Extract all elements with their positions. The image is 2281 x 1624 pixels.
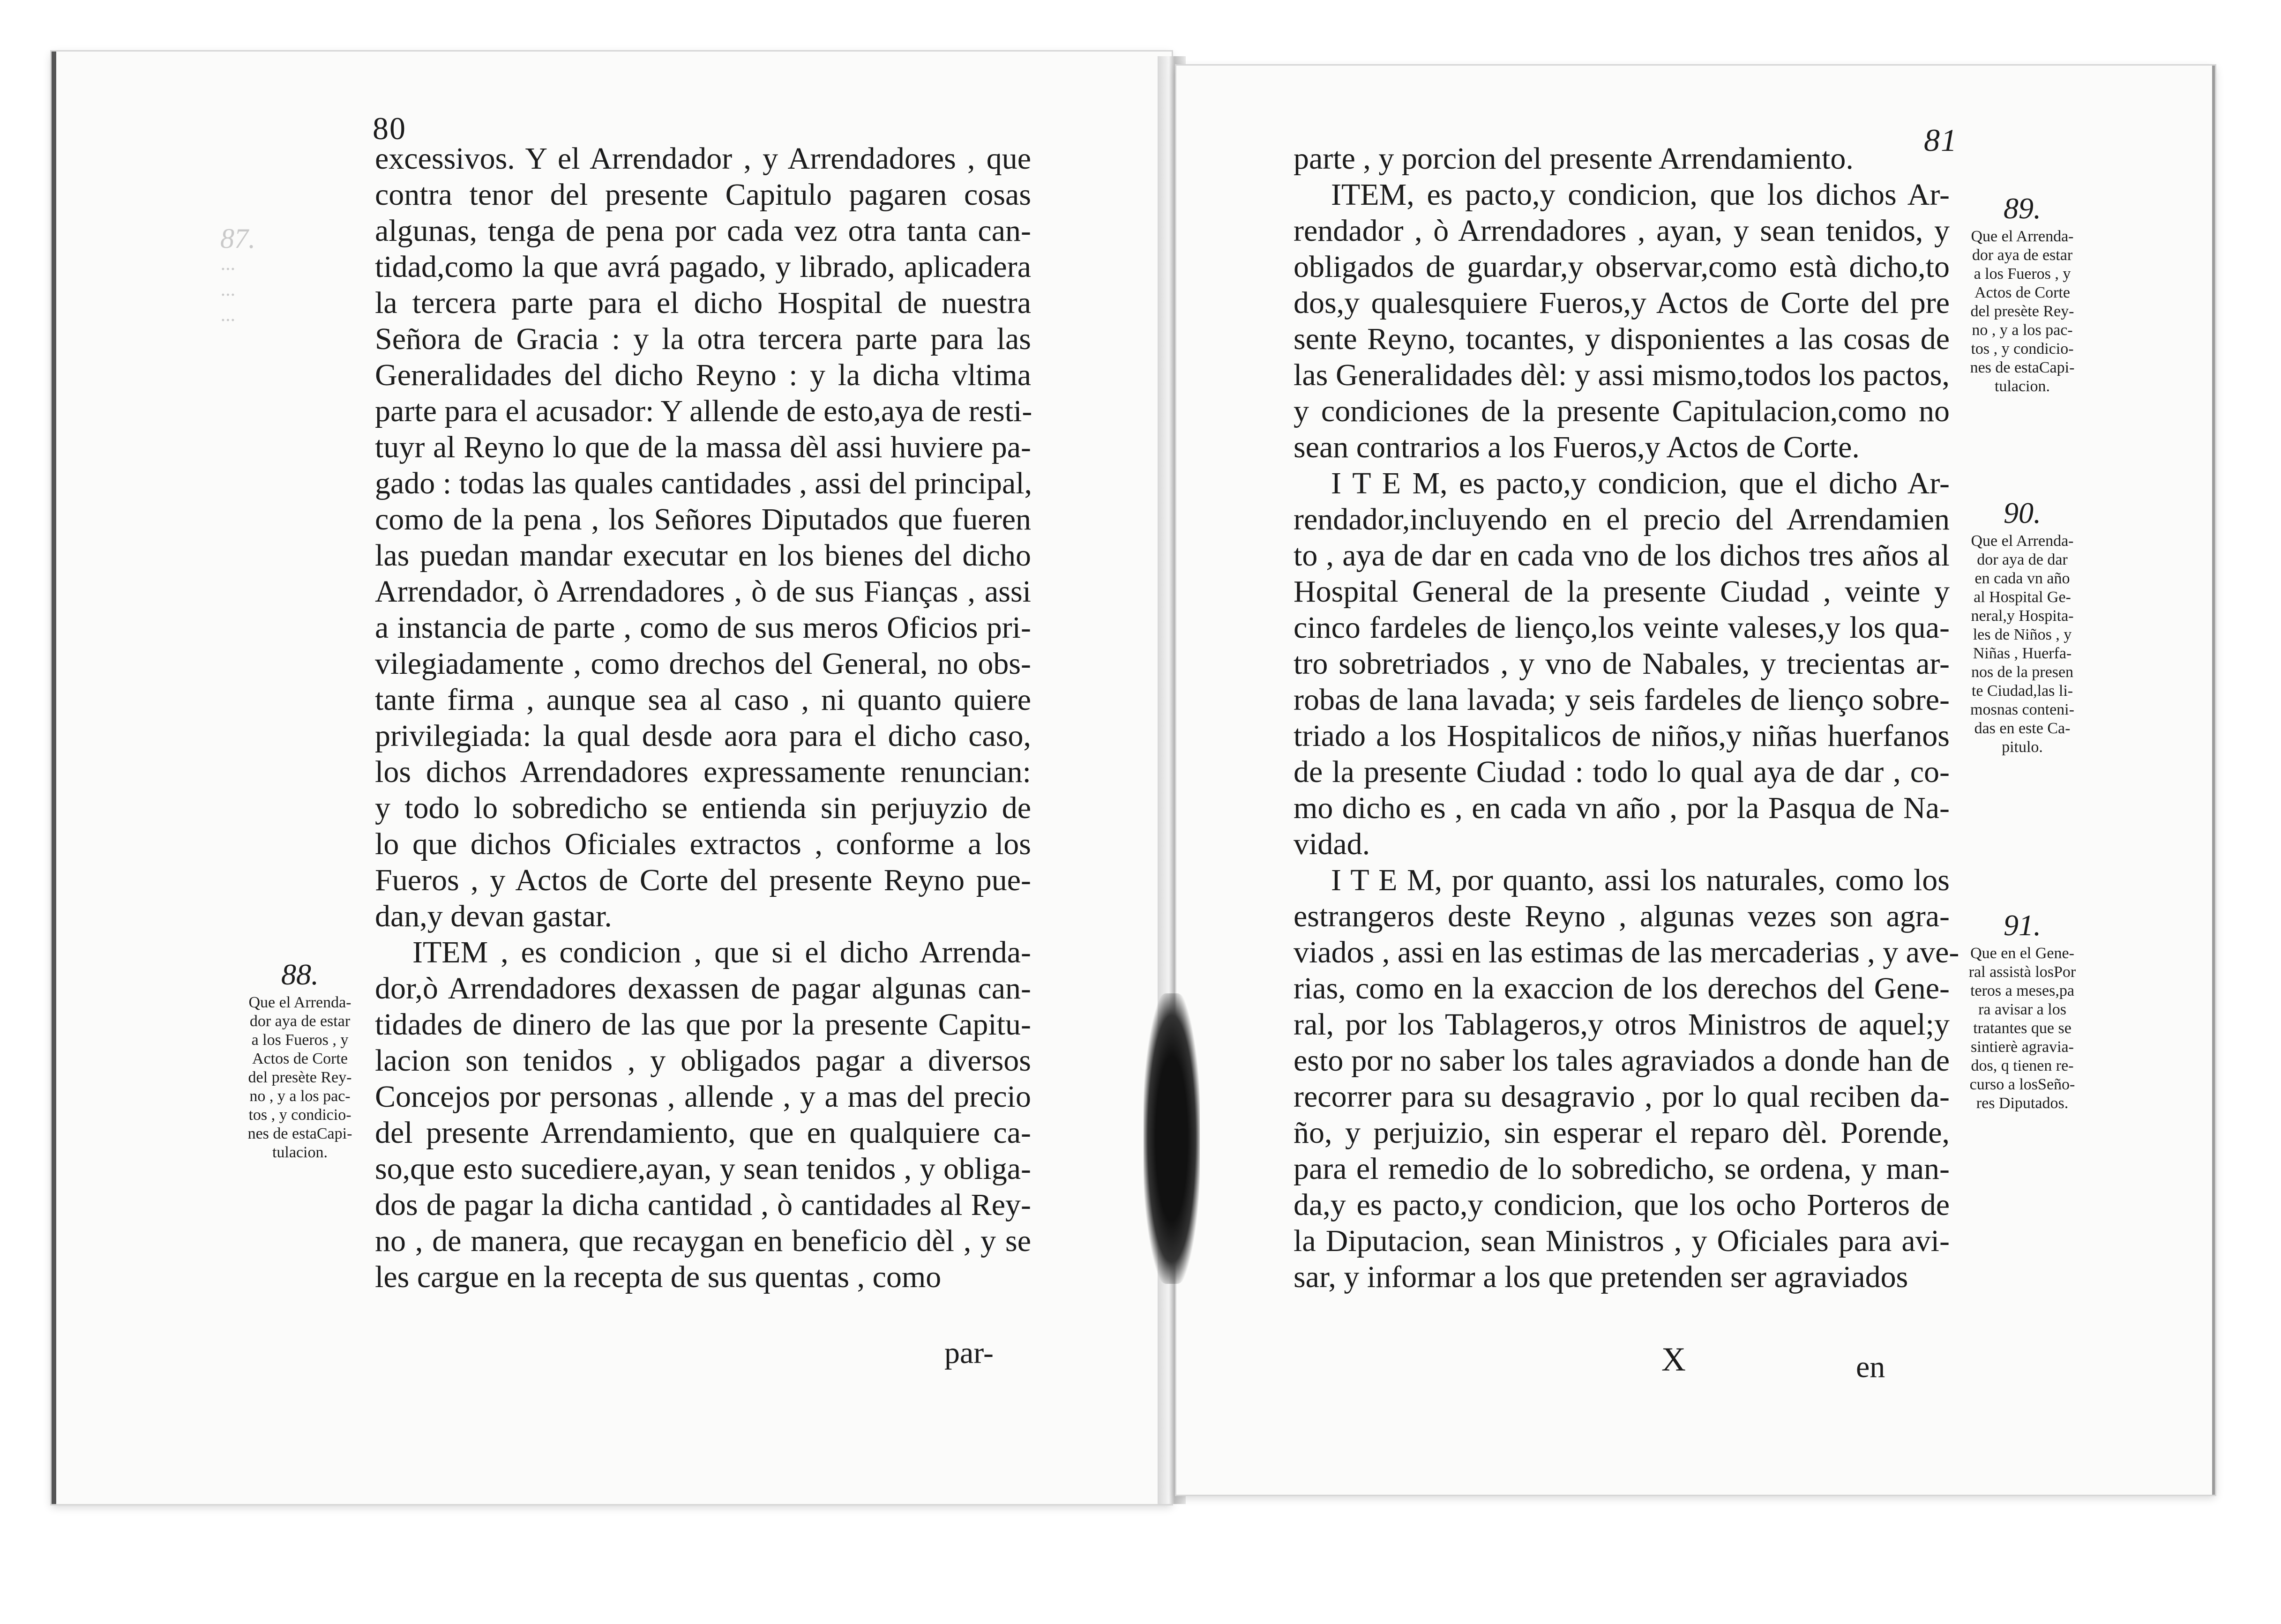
text-line: les cargue en la recepta de sus quentas , como bbox=[375, 1260, 942, 1294]
text-line: vilegiadamente , como drechos del General, no obs- bbox=[375, 647, 1031, 681]
text-line: las puedan mandar executar en los bienes del dicho bbox=[375, 538, 1031, 573]
text-line: Arrendador, ò Arrendadores , ò de sus Fianças , assi bbox=[375, 574, 1031, 609]
text-line: parte para el acusador: Y allende de esto,aya de resti- bbox=[375, 394, 1032, 428]
text-line: las Generalidades dèl: y assi mismo,todos los pactos, bbox=[1294, 358, 1950, 392]
side-note-line: Niñas , Huerfa- bbox=[1973, 645, 2072, 662]
side-note-line: res Diputados. bbox=[1976, 1095, 2069, 1112]
text-line: rendador , ò Arrendadores , ayan, y sean tenidos, y bbox=[1294, 214, 1950, 248]
text-line: lo que dichos Oficiales extractos , conforme a los bbox=[375, 827, 1031, 861]
text-line: ITEM, es pacto,y condicion, que los dichos Ar- bbox=[1331, 178, 1950, 212]
text-line: vidad. bbox=[1294, 827, 1370, 861]
side-note-line: das en este Ca- bbox=[1974, 720, 2071, 737]
side-note-line: pitulo. bbox=[2002, 738, 2043, 756]
text-line: I T E M, es pacto,y condicion, que el dicho Ar- bbox=[1331, 466, 1950, 500]
text-line: tante firma , aunque sea al caso , ni quanto quiere bbox=[375, 683, 1031, 717]
side-note-line: a los Fueros , y bbox=[1974, 265, 2071, 283]
text-line: mo dicho es , en cada vn año , por la Pasqua de Na- bbox=[1294, 791, 1950, 825]
text-line: dor,ò Arrendadores dexassen de pagar algunas can- bbox=[375, 971, 1031, 1006]
side-note-line: nos de la presen bbox=[1971, 663, 2074, 681]
text-line: de la presente Ciudad : todo lo qual aya de dar , co- bbox=[1294, 755, 1950, 789]
side-note-line: al Hospital Ge- bbox=[1974, 589, 2071, 606]
side-note-line: dor aya de estar bbox=[1972, 246, 2073, 264]
side-note-line: Actos de Corte bbox=[252, 1050, 348, 1067]
text-line: del presente Arrendamiento, que en qualquiere ca- bbox=[375, 1116, 1031, 1150]
text-line: I T E M, por quanto, assi los naturales, como los bbox=[1331, 863, 1950, 897]
text-line: Generalidades del dicho Reyno : y la dicha vltima bbox=[375, 358, 1031, 392]
side-note-91 bbox=[1954, 907, 2090, 1113]
text-line: robas de lana lavada; y seis fardeles de lienço sobre- bbox=[1294, 683, 1950, 717]
text-line: para el remedio de lo sobredicho, se ordena, y man- bbox=[1294, 1152, 1950, 1186]
text-line: excessivos. Y el Arrendador , y Arrendadores , que bbox=[375, 142, 1031, 176]
side-note-line: Actos de Corte bbox=[1974, 284, 2070, 301]
side-note-line: curso a losSeño- bbox=[1969, 1076, 2075, 1093]
side-note-line: Que en el Gene- bbox=[1970, 945, 2074, 962]
side-note-89 bbox=[1954, 190, 2090, 396]
text-line: sente Reyno, tocantes, y disponientes a las cosas de bbox=[1294, 322, 1950, 356]
text-line: to , aya de dar en cada vno de los dichos tres años al bbox=[1294, 538, 1950, 573]
text-line: cinco fardeles de lienço,los veinte valeses,y los qua- bbox=[1294, 611, 1950, 645]
side-note-line: ra avisar a los bbox=[1978, 1001, 2066, 1018]
text-line: Señora de Gracia : y la otra tercera parte para las bbox=[375, 322, 1031, 356]
side-note-line: a los Fueros , y bbox=[251, 1031, 349, 1049]
side-note-line: tulacion. bbox=[1994, 378, 2050, 395]
side-note-number: 89. bbox=[2004, 192, 2041, 225]
side-note-line: les de Niños , y bbox=[1973, 626, 2072, 643]
side-note-88 bbox=[239, 956, 361, 1162]
text-line: a instancia de parte , como de sus meros Oficios pri- bbox=[375, 611, 1031, 645]
text-line: Concejos por personas , allende , y a mas del precio bbox=[375, 1080, 1031, 1114]
side-note-line: del presète Rey- bbox=[248, 1069, 352, 1086]
right-page-number: 81 bbox=[1924, 122, 1958, 158]
text-line: da,y es pacto,y condicion, que los ocho Porteros de bbox=[1294, 1188, 1950, 1222]
text-line: obligados de guardar,y observar,como està dicho,to bbox=[1294, 250, 1950, 284]
text-line: la tercera parte para el dicho Hospital de nuestra bbox=[375, 286, 1031, 320]
side-note-line: mosnas conteni- bbox=[1970, 701, 2074, 718]
text-line: no , de manera, que recaygan en beneficio dèl , y se bbox=[375, 1224, 1031, 1258]
text-line: rendador,incluyendo en el precio del Arrendamien bbox=[1294, 502, 1950, 536]
text-line: tro sobretriados , y vno de Nabales, y trecientas ar- bbox=[1294, 647, 1950, 681]
text-line: privilegiada: la qual desde aora para el dicho caso, bbox=[375, 719, 1031, 753]
side-note-line: en cada vn año bbox=[1974, 570, 2070, 587]
side-note-line: ral assistà losPor bbox=[1968, 963, 2076, 981]
side-note-line: tulacion. bbox=[272, 1144, 328, 1161]
text-line: estrangeros deste Reyno , algunas vezes son agra- bbox=[1294, 899, 1950, 933]
bleed-through-text: 87. ··· ··· ··· bbox=[220, 223, 255, 332]
side-note-line: dor aya de dar bbox=[1977, 551, 2068, 568]
side-note-line: dos, q tienen re- bbox=[1971, 1057, 2074, 1074]
text-line: ño, y perjuizio, sin esperar el reparo dèl. Porende, bbox=[1294, 1116, 1950, 1150]
signature-mark: X bbox=[1661, 1341, 1686, 1378]
text-line: ITEM , es condicion , que si el dicho Arrenda- bbox=[412, 935, 1031, 969]
text-line: tidades de dinero de las que por la presente Capitu- bbox=[375, 1007, 1031, 1042]
side-note-line: del presète Rey- bbox=[1970, 303, 2074, 320]
side-note-number: 90. bbox=[2004, 496, 2041, 529]
text-line: tuyr al Reyno lo que de la massa dèl assi huviere pa- bbox=[375, 430, 1031, 464]
left-page-number: 80 bbox=[373, 111, 406, 146]
text-line: dos,y qualesquiere Fueros,y Actos de Corte del pre bbox=[1294, 286, 1950, 320]
side-note-line: Que el Arrenda- bbox=[248, 994, 351, 1011]
text-line: y condiciones de la presente Capitulacion,como no bbox=[1294, 394, 1950, 428]
text-line: esto por no saber los tales agraviados a donde han de bbox=[1294, 1043, 1950, 1078]
text-line: sean contrarios a los Fueros,y Actos de Corte. bbox=[1294, 430, 1860, 464]
side-note-line: dor aya de estar bbox=[249, 1013, 351, 1030]
text-line: gado : todas las quales cantidades , assi del principal, bbox=[375, 466, 1032, 500]
text-line: dos de pagar la dicha cantidad , ò cantidades al Rey- bbox=[375, 1188, 1031, 1222]
text-line: parte , y porcion del presente Arrendamiento. bbox=[1294, 142, 1854, 176]
side-note-line: nes de estaCapi- bbox=[247, 1125, 352, 1142]
left-catchword: par- bbox=[944, 1336, 994, 1370]
side-note-number: 91. bbox=[2004, 909, 2041, 942]
text-line: algunas, tenga de pena por cada vez otra tanta can- bbox=[375, 214, 1031, 248]
text-line: ral, por los Tablageros,y otros Ministros de aquel;y bbox=[1294, 1007, 1950, 1042]
text-line: Fueros , y Actos de Corte del presente Reyno pue- bbox=[375, 863, 1031, 897]
text-line: recorrer para su desagravio , por lo qual reciben da- bbox=[1294, 1080, 1950, 1114]
side-note-line: neral,y Hospita- bbox=[1971, 607, 2074, 625]
side-note-line: Que el Arrenda- bbox=[1971, 228, 2074, 245]
side-note-line: tratantes que se bbox=[1973, 1020, 2072, 1037]
side-note-line: nes de estaCapi- bbox=[1970, 359, 2075, 376]
side-note-line: sintierè agravia- bbox=[1971, 1038, 2074, 1056]
left-page-body bbox=[375, 141, 1031, 1295]
text-line: lacion son tenidos , y obligados pagar a diversos bbox=[375, 1043, 1031, 1078]
side-note-line: teros a meses,pa bbox=[1970, 982, 2074, 999]
text-line: la Diputacion, sean Ministros , y Oficiales para avi- bbox=[1294, 1224, 1950, 1258]
side-note-line: tos , y condicio- bbox=[1971, 340, 2074, 358]
text-line: so,que esto sucediere,ayan, y sean tenidos , y obliga- bbox=[375, 1152, 1031, 1186]
ink-blot bbox=[1144, 993, 1200, 1284]
text-line: Hospital General de la presente Ciudad , veinte y bbox=[1294, 574, 1950, 609]
side-note-line: Que el Arrenda- bbox=[1971, 532, 2074, 550]
side-note-line: te Ciudad,las li- bbox=[1971, 682, 2073, 700]
text-line: y todo lo sobredicho se entienda sin perjuyzio de bbox=[375, 791, 1031, 825]
side-note-line: no , y a los pac- bbox=[1972, 321, 2073, 339]
text-line: sar, y informar a los que pretenden ser agraviados bbox=[1294, 1260, 1908, 1294]
side-note-line: tos , y condicio- bbox=[248, 1106, 351, 1124]
text-line: los dichos Arrendadores expressamente renuncian: bbox=[375, 755, 1031, 789]
text-line: tidad,como la que avrá pagado, y librado, aplicadera bbox=[375, 250, 1031, 284]
right-catchword: en bbox=[1856, 1350, 1885, 1384]
text-line: triado a los Hospitalicos de niños,y niñas huerfanos bbox=[1294, 719, 1950, 753]
text-line: viados , assi en las estimas de las mercaderias , y ave- bbox=[1294, 935, 1959, 969]
text-line: rias, como en la exaccion de los derechos del Gene- bbox=[1294, 971, 1950, 1006]
text-line: como de la pena , los Señores Diputados que fueren bbox=[375, 502, 1031, 536]
text-line: contra tenor del presente Capitulo pagaren cosas bbox=[375, 178, 1031, 212]
side-note-number: 88. bbox=[281, 958, 319, 991]
side-note-90 bbox=[1954, 494, 2090, 757]
right-page-body bbox=[1294, 141, 1959, 1295]
text-line: dan,y devan gastar. bbox=[375, 899, 612, 933]
side-note-line: no , y a los pac- bbox=[249, 1088, 351, 1105]
